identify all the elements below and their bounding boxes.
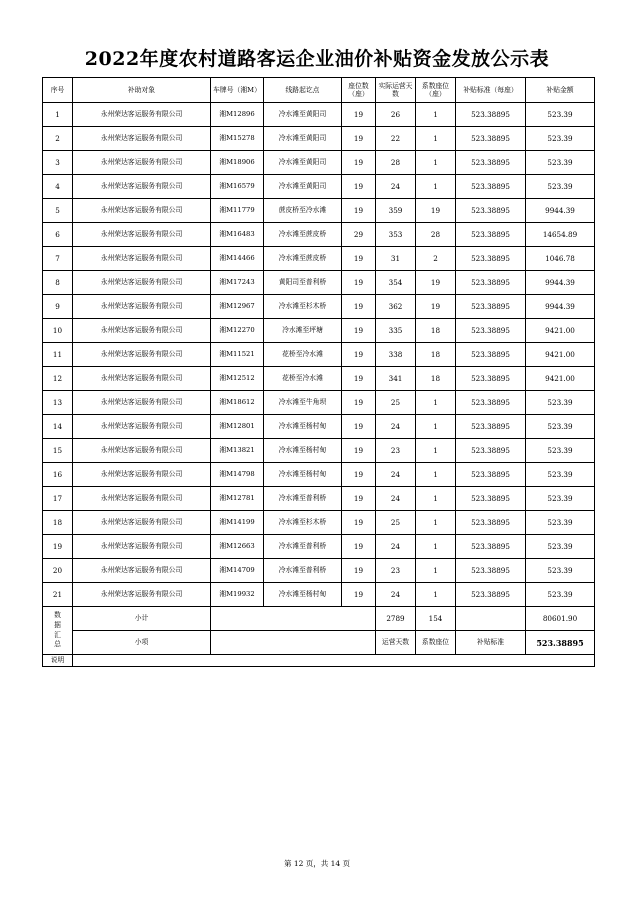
table-row <box>43 463 595 487</box>
row-no: 4 <box>43 175 73 199</box>
row-days: 353 <box>376 223 416 247</box>
subtotal-row <box>43 607 595 631</box>
row-std: 523.38895 <box>456 247 526 271</box>
row-coef: 18 <box>416 343 456 367</box>
item-coef-label: 系数座位 <box>416 631 456 655</box>
page-title: 2022年度农村道路客运企业油价补贴资金发放公示表 <box>84 48 550 70</box>
row-route: 黄阳司至普利桥 <box>264 271 342 295</box>
row-std: 523.38895 <box>456 223 526 247</box>
row-no: 7 <box>43 247 73 271</box>
row-days: 24 <box>376 463 416 487</box>
row-coef: 18 <box>416 319 456 343</box>
item-label: 小项 <box>73 631 211 655</box>
row-days: 31 <box>376 247 416 271</box>
col-header: 系数座位（座） <box>416 78 456 103</box>
row-std: 523.38895 <box>456 103 526 127</box>
table-row <box>43 559 595 583</box>
row-amount: 14654.89 <box>526 223 595 247</box>
row-company: 永州荣达客运服务有限公司 <box>73 247 211 271</box>
row-days: 338 <box>376 343 416 367</box>
row-days: 25 <box>376 511 416 535</box>
table-row <box>43 367 595 391</box>
row-route: 冷水滩至黄阳司 <box>264 127 342 151</box>
page-footer: 第 12 页，共 14 页 <box>283 859 351 868</box>
row-std: 523.38895 <box>456 439 526 463</box>
table-row <box>43 223 595 247</box>
row-company: 永州荣达客运服务有限公司 <box>73 271 211 295</box>
row-no: 21 <box>43 583 73 607</box>
table-row <box>43 535 595 559</box>
row-plate: 湘M15278 <box>211 127 264 151</box>
row-coef: 1 <box>416 559 456 583</box>
subtotal-label: 小计 <box>73 607 211 631</box>
row-seats: 19 <box>342 487 376 511</box>
row-no: 5 <box>43 199 73 223</box>
row-amount: 9944.39 <box>526 295 595 319</box>
item-empty <box>211 631 376 655</box>
col-header: 补助对象 <box>73 78 211 103</box>
row-company: 永州荣达客运服务有限公司 <box>73 295 211 319</box>
row-std: 523.38895 <box>456 511 526 535</box>
row-plate: 湘M17243 <box>211 271 264 295</box>
row-plate: 湘M14466 <box>211 247 264 271</box>
row-company: 永州荣达客运服务有限公司 <box>73 103 211 127</box>
row-company: 永州荣达客运服务有限公司 <box>73 487 211 511</box>
row-route: 冷水滩至普利桥 <box>264 559 342 583</box>
row-days: 23 <box>376 439 416 463</box>
row-amount: 1046.78 <box>526 247 595 271</box>
row-coef: 1 <box>416 175 456 199</box>
row-seats: 19 <box>342 247 376 271</box>
row-route: 冷水滩至普利桥 <box>264 535 342 559</box>
subtotal-std-empty <box>456 607 526 631</box>
row-plate: 湘M12801 <box>211 415 264 439</box>
row-std: 523.38895 <box>456 535 526 559</box>
row-days: 24 <box>376 175 416 199</box>
row-route: 冷水滩至蔗皮桥 <box>264 247 342 271</box>
table-row <box>43 319 595 343</box>
row-plate: 湘M12512 <box>211 367 264 391</box>
subtotal-amount: 80601.90 <box>526 607 595 631</box>
note-row <box>43 655 595 667</box>
summary-section-label: 数据汇总 <box>43 607 73 655</box>
row-seats: 19 <box>342 511 376 535</box>
note-content <box>73 655 595 667</box>
col-header: 车牌号（湘M） <box>211 78 264 103</box>
table-row <box>43 271 595 295</box>
row-std: 523.38895 <box>456 199 526 223</box>
row-route: 冷水滩至普利桥 <box>264 487 342 511</box>
row-seats: 19 <box>342 175 376 199</box>
row-amount: 523.39 <box>526 415 595 439</box>
table-row <box>43 487 595 511</box>
row-amount: 523.39 <box>526 511 595 535</box>
row-company: 永州荣达客运服务有限公司 <box>73 583 211 607</box>
row-company: 永州荣达客运服务有限公司 <box>73 127 211 151</box>
row-days: 362 <box>376 295 416 319</box>
row-plate: 湘M12781 <box>211 487 264 511</box>
row-plate: 湘M18612 <box>211 391 264 415</box>
row-coef: 19 <box>416 199 456 223</box>
row-std: 523.38895 <box>456 583 526 607</box>
row-seats: 29 <box>342 223 376 247</box>
item-row <box>43 631 595 655</box>
item-days-label: 运营天数 <box>376 631 416 655</box>
row-coef: 1 <box>416 415 456 439</box>
row-plate: 湘M18906 <box>211 151 264 175</box>
row-std: 523.38895 <box>456 271 526 295</box>
row-plate: 湘M19932 <box>211 583 264 607</box>
row-std: 523.38895 <box>456 319 526 343</box>
row-seats: 19 <box>342 127 376 151</box>
table-row <box>43 127 595 151</box>
row-coef: 2 <box>416 247 456 271</box>
row-days: 28 <box>376 151 416 175</box>
row-route: 冷水滩至杉木桥 <box>264 295 342 319</box>
row-no: 2 <box>43 127 73 151</box>
row-route: 冷水滩至杨村甸 <box>264 583 342 607</box>
row-no: 15 <box>43 439 73 463</box>
row-amount: 9421.00 <box>526 367 595 391</box>
col-header: 补贴金额 <box>526 78 595 103</box>
row-plate: 湘M13821 <box>211 439 264 463</box>
row-seats: 19 <box>342 199 376 223</box>
table-row <box>43 295 595 319</box>
table-row <box>43 151 595 175</box>
row-days: 26 <box>376 103 416 127</box>
row-days: 359 <box>376 199 416 223</box>
row-days: 24 <box>376 535 416 559</box>
col-header: 序号 <box>43 78 73 103</box>
row-company: 永州荣达客运服务有限公司 <box>73 151 211 175</box>
row-amount: 9421.00 <box>526 319 595 343</box>
row-no: 19 <box>43 535 73 559</box>
row-no: 18 <box>43 511 73 535</box>
row-coef: 19 <box>416 295 456 319</box>
row-coef: 1 <box>416 103 456 127</box>
row-amount: 523.39 <box>526 535 595 559</box>
item-std-label: 补贴标准 <box>456 631 526 655</box>
table-row <box>43 415 595 439</box>
row-seats: 19 <box>342 535 376 559</box>
row-route: 冷水滩至黄阳司 <box>264 103 342 127</box>
row-company: 永州荣达客运服务有限公司 <box>73 415 211 439</box>
row-seats: 19 <box>342 439 376 463</box>
row-std: 523.38895 <box>456 391 526 415</box>
table-row <box>43 199 595 223</box>
row-seats: 19 <box>342 271 376 295</box>
row-company: 永州荣达客运服务有限公司 <box>73 535 211 559</box>
header-row <box>43 78 595 103</box>
row-seats: 19 <box>342 295 376 319</box>
row-route: 冷水滩至坪塘 <box>264 319 342 343</box>
row-no: 20 <box>43 559 73 583</box>
row-route: 花桥至冷水滩 <box>264 343 342 367</box>
row-no: 1 <box>43 103 73 127</box>
row-no: 14 <box>43 415 73 439</box>
row-coef: 1 <box>416 151 456 175</box>
row-seats: 19 <box>342 415 376 439</box>
row-route: 冷水滩至牛角坝 <box>264 391 342 415</box>
row-days: 23 <box>376 559 416 583</box>
row-days: 354 <box>376 271 416 295</box>
row-coef: 1 <box>416 511 456 535</box>
row-company: 永州荣达客运服务有限公司 <box>73 559 211 583</box>
row-coef: 28 <box>416 223 456 247</box>
row-coef: 1 <box>416 535 456 559</box>
col-header: 线路起讫点 <box>264 78 342 103</box>
row-company: 永州荣达客运服务有限公司 <box>73 199 211 223</box>
table-row <box>43 439 595 463</box>
table-row <box>43 103 595 127</box>
row-coef: 18 <box>416 367 456 391</box>
table-row <box>43 175 595 199</box>
row-days: 24 <box>376 487 416 511</box>
row-plate: 湘M11521 <box>211 343 264 367</box>
item-std-value: 523.38895 <box>526 631 595 655</box>
row-amount: 523.39 <box>526 151 595 175</box>
row-amount: 523.39 <box>526 487 595 511</box>
row-no: 10 <box>43 319 73 343</box>
row-std: 523.38895 <box>456 415 526 439</box>
row-plate: 湘M12967 <box>211 295 264 319</box>
table-row <box>43 391 595 415</box>
row-seats: 19 <box>342 391 376 415</box>
row-company: 永州荣达客运服务有限公司 <box>73 511 211 535</box>
row-seats: 19 <box>342 103 376 127</box>
row-route: 冷水滩至杨村甸 <box>264 463 342 487</box>
row-plate: 湘M12896 <box>211 103 264 127</box>
row-seats: 19 <box>342 151 376 175</box>
row-plate: 湘M16483 <box>211 223 264 247</box>
row-amount: 523.39 <box>526 559 595 583</box>
row-company: 永州荣达客运服务有限公司 <box>73 343 211 367</box>
row-plate: 湘M16579 <box>211 175 264 199</box>
row-no: 8 <box>43 271 73 295</box>
row-coef: 1 <box>416 583 456 607</box>
table-body <box>43 103 595 607</box>
row-amount: 9944.39 <box>526 271 595 295</box>
row-coef: 1 <box>416 439 456 463</box>
row-days: 335 <box>376 319 416 343</box>
subsidy-table <box>42 77 595 667</box>
col-header: 补贴标准（每座） <box>456 78 526 103</box>
row-no: 16 <box>43 463 73 487</box>
row-company: 永州荣达客运服务有限公司 <box>73 439 211 463</box>
table-row <box>43 343 595 367</box>
row-no: 12 <box>43 367 73 391</box>
row-amount: 523.39 <box>526 583 595 607</box>
row-no: 17 <box>43 487 73 511</box>
row-std: 523.38895 <box>456 295 526 319</box>
row-seats: 19 <box>342 319 376 343</box>
row-amount: 523.39 <box>526 127 595 151</box>
row-no: 9 <box>43 295 73 319</box>
row-route: 冷水滩至杨村甸 <box>264 439 342 463</box>
row-amount: 523.39 <box>526 463 595 487</box>
table-row <box>43 583 595 607</box>
row-amount: 523.39 <box>526 175 595 199</box>
row-no: 11 <box>43 343 73 367</box>
row-std: 523.38895 <box>456 463 526 487</box>
row-days: 341 <box>376 367 416 391</box>
row-route: 冷水滩至黄阳司 <box>264 151 342 175</box>
row-seats: 19 <box>342 559 376 583</box>
row-amount: 523.39 <box>526 103 595 127</box>
row-plate: 湘M14798 <box>211 463 264 487</box>
subtotal-empty <box>211 607 376 631</box>
col-header: 座位数（座） <box>342 78 376 103</box>
row-company: 永州荣达客运服务有限公司 <box>73 367 211 391</box>
row-no: 13 <box>43 391 73 415</box>
subtotal-days: 2789 <box>376 607 416 631</box>
row-seats: 19 <box>342 367 376 391</box>
col-header: 实际运营天数 <box>376 78 416 103</box>
row-no: 3 <box>43 151 73 175</box>
note-label: 说明 <box>43 655 73 667</box>
row-plate: 湘M11779 <box>211 199 264 223</box>
row-days: 22 <box>376 127 416 151</box>
row-seats: 19 <box>342 463 376 487</box>
row-plate: 湘M12663 <box>211 535 264 559</box>
row-std: 523.38895 <box>456 151 526 175</box>
row-coef: 19 <box>416 271 456 295</box>
row-days: 24 <box>376 583 416 607</box>
row-coef: 1 <box>416 127 456 151</box>
row-route: 冷水滩至杉木桥 <box>264 511 342 535</box>
row-seats: 19 <box>342 343 376 367</box>
row-seats: 19 <box>342 583 376 607</box>
row-company: 永州荣达客运服务有限公司 <box>73 319 211 343</box>
row-days: 25 <box>376 391 416 415</box>
row-company: 永州荣达客运服务有限公司 <box>73 223 211 247</box>
row-plate: 湘M14199 <box>211 511 264 535</box>
row-amount: 9421.00 <box>526 343 595 367</box>
subtotal-coef: 154 <box>416 607 456 631</box>
row-days: 24 <box>376 415 416 439</box>
row-plate: 湘M14709 <box>211 559 264 583</box>
row-company: 永州荣达客运服务有限公司 <box>73 175 211 199</box>
row-std: 523.38895 <box>456 559 526 583</box>
row-no: 6 <box>43 223 73 247</box>
row-route: 冷水滩至蔗皮桥 <box>264 223 342 247</box>
row-std: 523.38895 <box>456 367 526 391</box>
row-amount: 523.39 <box>526 439 595 463</box>
table-row <box>43 511 595 535</box>
row-route: 冷水滩至杨村甸 <box>264 415 342 439</box>
row-coef: 1 <box>416 391 456 415</box>
row-route: 冷水滩至黄阳司 <box>264 175 342 199</box>
row-coef: 1 <box>416 487 456 511</box>
row-std: 523.38895 <box>456 175 526 199</box>
row-amount: 9944.39 <box>526 199 595 223</box>
row-std: 523.38895 <box>456 487 526 511</box>
row-route: 花桥至冷水滩 <box>264 367 342 391</box>
row-company: 永州荣达客运服务有限公司 <box>73 463 211 487</box>
row-std: 523.38895 <box>456 127 526 151</box>
row-std: 523.38895 <box>456 343 526 367</box>
table-row <box>43 247 595 271</box>
row-company: 永州荣达客运服务有限公司 <box>73 391 211 415</box>
row-amount: 523.39 <box>526 391 595 415</box>
row-plate: 湘M12270 <box>211 319 264 343</box>
row-route: 蔗皮桥至冷水滩 <box>264 199 342 223</box>
row-coef: 1 <box>416 463 456 487</box>
